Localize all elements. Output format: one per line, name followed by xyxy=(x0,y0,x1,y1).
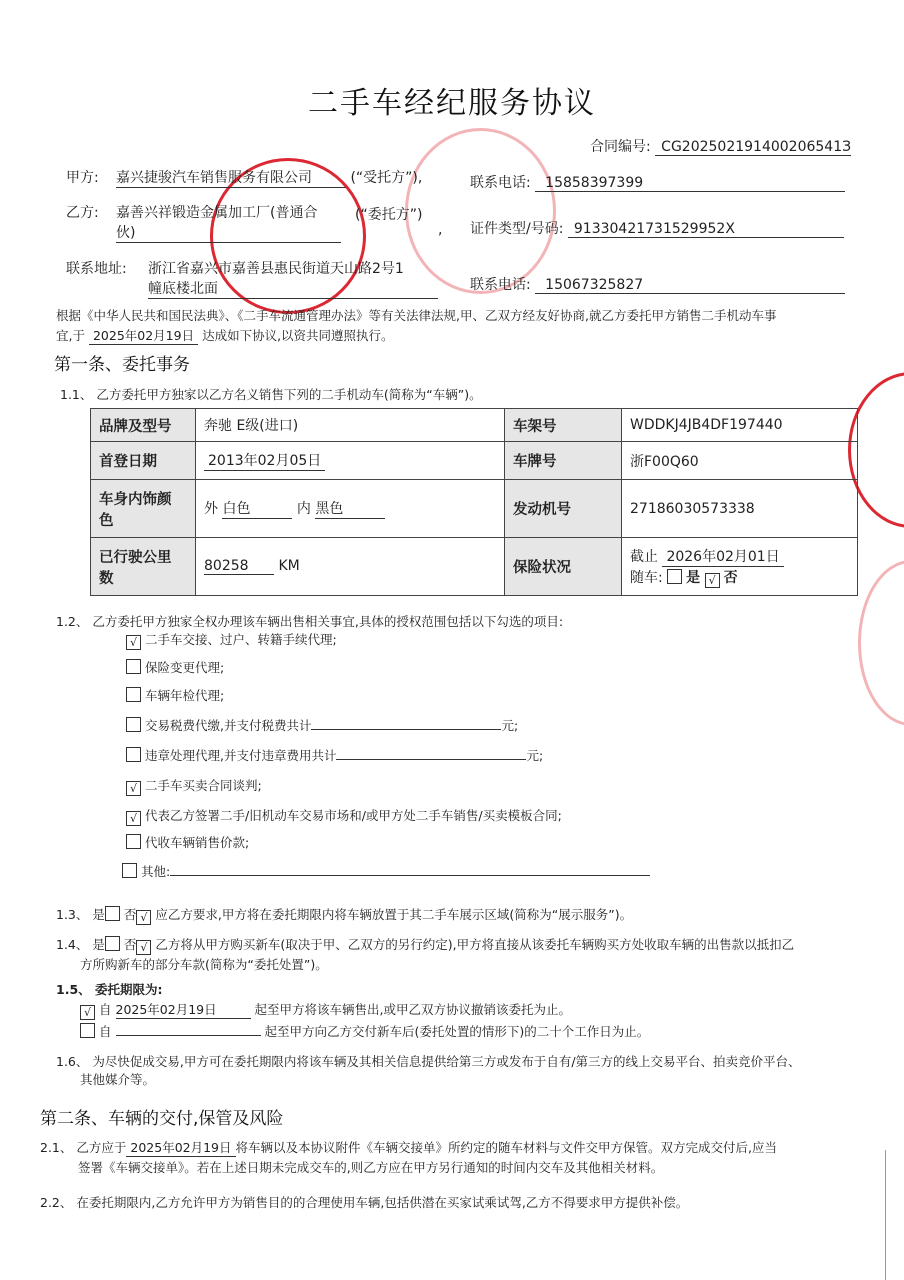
mileage-label-line2: 数 xyxy=(99,570,114,587)
clause-1-5-title: 委托期限为: xyxy=(95,982,163,997)
term-option-1-date: 2025年02月19日 xyxy=(116,1000,251,1019)
auth-item-suffix: 元; xyxy=(501,718,519,733)
checkbox xyxy=(126,659,141,674)
party-b-name-line2-row xyxy=(116,222,341,243)
clause-2-1-line1: 将车辆以及本协议附件《车辆交接单》所约定的随车材料与文件交甲方保管。双方完成交付后,应当 xyxy=(235,1140,777,1155)
party-a-phone: 15858397399 xyxy=(535,175,845,192)
clause-1-6-line1: 为尽快促成交易,甲方可在委托期限内将该车辆及其相关信息提供给第三方或发布于自有/第三方的线上交易平台、拍卖竞价平台、 xyxy=(92,1054,801,1069)
clause-2-2 xyxy=(40,1193,688,1211)
term-option-2-text: 起至甲方向乙方交付新车后(委托处置的情形下)的二十个工作日为止。 xyxy=(264,1024,650,1039)
reg-date-value: 2013年02月05日 xyxy=(204,450,325,471)
auth-item-text: 代收车辆销售价款; xyxy=(145,835,250,850)
scan-edge-line xyxy=(885,1150,886,1280)
engine-label: 发动机号 xyxy=(505,480,622,538)
clause-1-4-line2: 方所购新车的部分车款(简称为“委托处置”)。 xyxy=(80,957,328,972)
business-seal-stamp xyxy=(405,128,556,294)
party-b-phone-row xyxy=(470,274,845,294)
section-2-title: 第二条、车辆的交付,保管及风险 xyxy=(40,1109,284,1129)
party-b-phone-label: 联系电话: xyxy=(470,277,531,293)
checkbox xyxy=(126,687,141,702)
party-b-label: 乙方: xyxy=(66,205,99,221)
clause-2-1 xyxy=(40,1138,777,1157)
clause-2-2-num: 2.2、 xyxy=(40,1195,73,1210)
party-a-role: (“受托方”), xyxy=(350,170,423,186)
term-option-1-text: 起至甲方将该车辆售出,或甲乙双方协议撤销该委托为止。 xyxy=(254,1002,571,1017)
checkbox: √ xyxy=(126,781,141,796)
edge-seal-stamp-2 xyxy=(858,560,904,726)
clause-2-1-date: 2025年02月19日 xyxy=(126,1138,235,1157)
clause-1-6 xyxy=(56,1052,801,1070)
yes-checkbox xyxy=(105,936,120,951)
party-b-id-row xyxy=(470,218,844,238)
mileage-value: 80258 xyxy=(204,558,274,575)
section-1-title: 第一条、委托事务 xyxy=(54,355,190,375)
term-option-2-blank xyxy=(116,1035,261,1036)
ins-no-label: 否 xyxy=(723,569,738,586)
party-b-name-line2: 伙) xyxy=(116,222,341,243)
clause-1-6-num: 1.6、 xyxy=(56,1054,89,1069)
checkbox: √ xyxy=(126,811,141,826)
auth-item-4 xyxy=(126,746,543,764)
auth-item-3 xyxy=(126,716,518,734)
party-b-name-line1: 嘉善兴祥锻造金属加工厂(普通合 xyxy=(116,205,318,221)
auth-item-suffix: 元; xyxy=(526,748,544,763)
term-option-1-checkbox: √ xyxy=(80,1005,95,1020)
plate-value: 浙F00Q60 xyxy=(622,442,858,480)
tax-blank xyxy=(311,729,501,730)
yes-checkbox xyxy=(105,906,120,921)
clause-1-4-num: 1.4、 xyxy=(56,937,89,952)
address-label: 联系地址: xyxy=(66,261,127,277)
int-color-label: 内 xyxy=(296,501,311,517)
color-cell xyxy=(196,480,505,538)
color-label xyxy=(91,480,196,538)
party-b-id-value: 91330421731529952X xyxy=(568,221,844,238)
clause-1-5-num: 1.5、 xyxy=(56,982,91,997)
term-option-2 xyxy=(80,1022,649,1040)
clause-2-1-num: 2.1、 xyxy=(40,1140,73,1155)
auth-item-text: 违章处理代理,并支付违章费用共计 xyxy=(145,748,337,763)
auth-item-2 xyxy=(126,686,224,704)
party-a-label: 甲方: xyxy=(66,170,99,186)
mileage-label-line1: 已行驶公里 xyxy=(99,549,172,566)
violation-blank xyxy=(336,759,526,760)
clause-1-4-no: 否 xyxy=(123,937,137,952)
clause-2-1-pre: 乙方应于 xyxy=(76,1140,127,1155)
checkbox xyxy=(126,717,141,732)
auth-item-0 xyxy=(126,630,337,650)
brand-value: 奔驰 E级(进口) xyxy=(196,409,505,442)
clause-1-2-num: 1.2、 xyxy=(56,614,89,629)
auth-item-text: 代表乙方签署二手/旧机动车交易市场和/或甲方处二手车销售/买卖模板合同; xyxy=(145,808,562,823)
ins-with-label: 随车: xyxy=(630,569,663,586)
term-option-2-checkbox xyxy=(80,1023,95,1038)
clause-2-2-text: 在委托期限内,乙方允许甲方为销售目的的合理使用车辆,包括供潜在买家试乘试驾,乙方不得要求甲方提供补偿。 xyxy=(76,1195,689,1210)
auth-item-text: 车辆年检代理; xyxy=(145,688,225,703)
auth-item-1 xyxy=(126,658,224,676)
clause-1-2-text: 乙方委托甲方独家全权办理该车辆出售相关事宜,具体的授权范围包括以下勾选的项目: xyxy=(92,614,564,629)
party-b-role-comma: , xyxy=(438,222,443,238)
contract-number-value: CG202502191400206541З xyxy=(655,139,851,156)
vehicle-info-table xyxy=(90,408,858,596)
address-line2: 幢底楼北面 xyxy=(148,278,438,299)
color-label-line2: 色 xyxy=(99,512,114,529)
mileage-cell xyxy=(196,538,505,596)
auth-item-text: 二手车买卖合同谈判; xyxy=(145,778,262,793)
auth-item-8 xyxy=(122,862,650,880)
clause-1-3-text: 应乙方要求,甲方将在委托期限内将车辆放置于其二手车展示区域(简称为“展示服务”)。 xyxy=(155,907,633,922)
party-a-name: 嘉兴捷骏汽车销售服务有限公司 xyxy=(116,167,346,188)
clause-1-1-num: 1.1、 xyxy=(60,387,93,402)
address-line1: 浙江省嘉兴市嘉善县惠民街道天山路2号1 xyxy=(148,261,404,277)
ins-no-checkbox: √ xyxy=(705,573,720,588)
ext-color-label: 外 xyxy=(204,501,218,517)
party-a-name-row xyxy=(116,167,422,188)
clause-1-4-yes: 是 xyxy=(92,937,105,952)
party-a-phone-label: 联系电话: xyxy=(470,175,531,191)
checkbox xyxy=(126,747,141,762)
term-option-2-pre: 自 xyxy=(99,1024,112,1039)
engine-value: 27186030573338 xyxy=(622,480,858,538)
clause-1-4-line1: 乙方将从甲方购买新车(取决于甲、乙双方的另行约定),甲方将直接从该委托车辆购买方处收取车辆的出售款以抵扣乙 xyxy=(155,937,795,952)
party-b-id-label: 证件类型/号码: xyxy=(470,221,564,237)
reg-date-label: 首登日期 xyxy=(91,442,196,480)
int-color-value: 黑色 xyxy=(315,498,385,519)
insurance-label: 保险状况 xyxy=(505,538,622,596)
party-b-role: (“委托方”) xyxy=(355,207,423,223)
ins-until-value: 2026年02月01日 xyxy=(662,546,783,567)
reg-date-cell xyxy=(196,442,505,480)
contract-number-label: 合同编号: xyxy=(590,139,651,155)
preamble-line2 xyxy=(56,326,394,345)
clause-1-5 xyxy=(56,980,163,998)
checkbox xyxy=(122,863,137,878)
clause-1-3-num: 1.3、 xyxy=(56,907,89,922)
preamble-line2-post: 达成如下协议,以资共同遵照执行。 xyxy=(202,328,394,343)
term-option-1 xyxy=(80,1000,571,1020)
checkbox xyxy=(126,834,141,849)
auth-item-text: 交易税费代缴,并支付税费共计 xyxy=(145,718,312,733)
term-option-1-pre: 自 xyxy=(99,1002,112,1017)
party-a-phone-row xyxy=(470,172,845,192)
clause-1-4 xyxy=(56,935,794,955)
clause-1-1-text: 乙方委托甲方独家以乙方名义销售下列的二手机动车(简称为“车辆”)。 xyxy=(96,387,482,402)
preamble-date: 2025年02月19日 xyxy=(89,326,198,345)
auth-item-6 xyxy=(126,806,562,826)
vin-label: 车架号 xyxy=(505,409,622,442)
clause-1-3-no: 否 xyxy=(123,907,137,922)
clause-1-6-line2: 其他媒介等。 xyxy=(80,1072,156,1087)
contract-number-row xyxy=(590,136,851,156)
checkbox: √ xyxy=(126,635,141,650)
party-b-phone: 15067325827 xyxy=(535,277,845,294)
plate-label: 车牌号 xyxy=(505,442,622,480)
no-checkbox: √ xyxy=(136,910,151,925)
clause-2-1-line2: 签署《车辆交接单》。若在上述日期未完成交车的,则乙方应在甲方另行通知的时间内交车及其他相关材料。 xyxy=(78,1160,664,1175)
auth-item-text: 保险变更代理; xyxy=(145,660,225,675)
clause-1-3-yes: 是 xyxy=(92,907,105,922)
auth-item-text: 二手车交接、过户、转籍手续代理; xyxy=(145,632,337,647)
ins-yes-checkbox xyxy=(667,569,682,584)
auth-item-text: 其他: xyxy=(141,864,171,879)
ext-color-value: 白色 xyxy=(222,498,292,519)
vin-value: WDDKJ4JB4DF197440 xyxy=(622,409,858,442)
insurance-cell xyxy=(622,538,858,596)
clause-1-1 xyxy=(60,385,482,403)
ins-yes-label: 是 xyxy=(686,569,701,586)
ins-until-label: 截止 xyxy=(630,548,658,565)
mileage-label xyxy=(91,538,196,596)
document-title: 二手车经纪服务协议 xyxy=(308,86,596,121)
auth-item-5 xyxy=(126,776,262,796)
auth-item-7 xyxy=(126,833,249,851)
brand-label: 品牌及型号 xyxy=(91,409,196,442)
clause-1-2 xyxy=(56,612,563,630)
clause-1-3 xyxy=(56,905,632,925)
no-checkbox: √ xyxy=(136,940,151,955)
preamble-line2-pre: 宜,于 xyxy=(56,328,85,343)
address-line2-row xyxy=(148,278,438,299)
mileage-unit: KM xyxy=(278,558,300,574)
color-label-line1: 车身内饰颜 xyxy=(99,491,172,508)
preamble-line1: 根据《中华人民共和国民法典》、《二手车流通管理办法》等有关法律法规,甲、乙双方经友好协商,就乙方委托甲方销售二手机动车事 xyxy=(56,308,777,323)
other-blank xyxy=(170,875,650,876)
